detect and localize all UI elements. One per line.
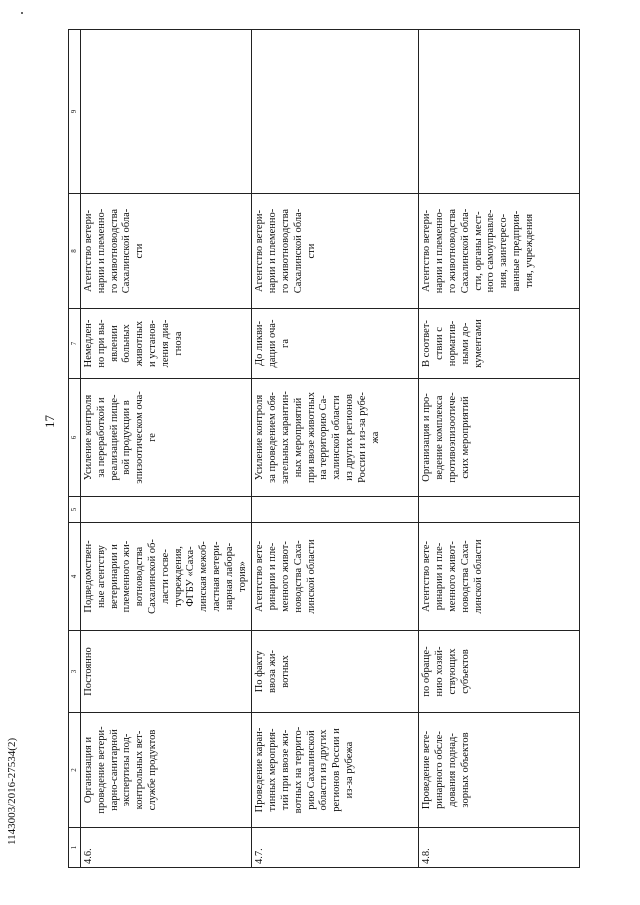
empty-cell [419,497,580,523]
executor-text: Подведомствен- ные агентству ветеринарии и племенного жи- вотноводства Сахалинской об- ласти госве- тучреждения, ФГБУ «Саха- линская межоб- ластная ветери- нарная лабора- тория» [83,539,248,614]
measure-cell [419,379,580,497]
timing-cell [252,631,419,713]
page-number: 17 [42,415,57,428]
table-row [252,30,419,868]
column-number: 9 [69,30,81,194]
timing-text: Постоянно [83,647,94,696]
activity-text: Проведение каран- тинных мероприя- тий при ввозе жи- вотных на террито- рию Сахалинской области из других регионов России и из-за рубежа [254,726,355,814]
responsible-cell [81,194,252,309]
executor-cell [252,523,419,631]
empty-cell [252,30,419,194]
table-row [81,30,252,868]
deadline-text: До ликви- дации оча- га [254,319,291,368]
activity-cell [252,713,419,828]
deadline-text: Немедлен- но при вы- явлении больных животных и установ- ления диа- гноза [83,319,184,368]
activity-text: Проведение вете- ринарного обсле- дования поднад- зорных объектов [421,730,471,810]
column-number-row [69,30,81,868]
column-number: 4 [69,523,81,631]
timing-cell [419,631,580,713]
executor-cell [81,523,252,631]
measure-cell [81,379,252,497]
empty-cell [252,497,419,523]
timing-text: По факту ввоза жи- вотных [254,650,291,693]
activity-cell [419,713,580,828]
deadline-cell [81,309,252,379]
column-number: 5 [69,497,81,523]
speck-mark [21,12,23,14]
activity-cell [81,713,252,828]
row-number: 4.8. [419,828,580,868]
row-number: 4.7. [252,828,419,868]
timing-cell [81,631,252,713]
column-number: 6 [69,379,81,497]
table-row [419,30,580,868]
measure-cell [252,379,419,497]
column-number: 3 [69,631,81,713]
deadline-text: В соответ- ствии с норматив- ными до- кументами [421,319,484,368]
row-number: 4.6. [81,828,252,868]
executor-text: Агентство вете- ринарии и пле- менного живот- новодства Саха- линской области [254,539,317,614]
measures-table [68,29,580,868]
column-number: 1 [69,828,81,868]
timing-text: по обраще- нию хозяй- ствующих субъектов [421,646,471,697]
deadline-cell [252,309,419,379]
responsible-text: Агентство ветери- нарии и племенно- го животноводства Сахалинской обла- сти [254,208,317,294]
executor-text: Агентство вете- ринарии и пле- менного живот- новодства Саха- линской области [421,539,484,614]
column-number: 2 [69,713,81,828]
empty-cell [81,497,252,523]
responsible-text: Агентство ветери- нарии и племенно- го животноводства Сахалинской обла- сти [83,208,146,294]
responsible-text: Агентство ветери- нарии и племенно- го животноводства Сахалинской обла- сти, органы мест- ного самоуправле- ния, заинтересо- ванные предприя- тия, учреждения [421,208,535,294]
column-number: 8 [69,194,81,309]
measure-text: Организация и про- ведение комплекса противоэпизоотиче- ских мероприятий [421,392,471,483]
responsible-cell [252,194,419,309]
empty-cell [419,30,580,194]
document-code: 1143003/2016-27534(2) [6,737,18,845]
rotated-table-wrapper [68,30,580,868]
column-number: 7 [69,309,81,379]
measure-text: Усиление контроля за переработкой и реализацией пище- вой продукции в эпизоотическом оча- ге [83,391,158,484]
responsible-cell [419,194,580,309]
empty-cell [81,30,252,194]
executor-cell [419,523,580,631]
measure-text: Усиление контроля за проведением обя- зательных карантин- ных мероприятий при ввозе животных на территорию Са- халинской области из других регионов России и из-за рубе- жа [254,391,381,484]
deadline-cell [419,309,580,379]
activity-text: Организация и проведение ветери- нарно-санитарной экспертизы под- контрольных вет- службе продуктов [83,726,158,814]
